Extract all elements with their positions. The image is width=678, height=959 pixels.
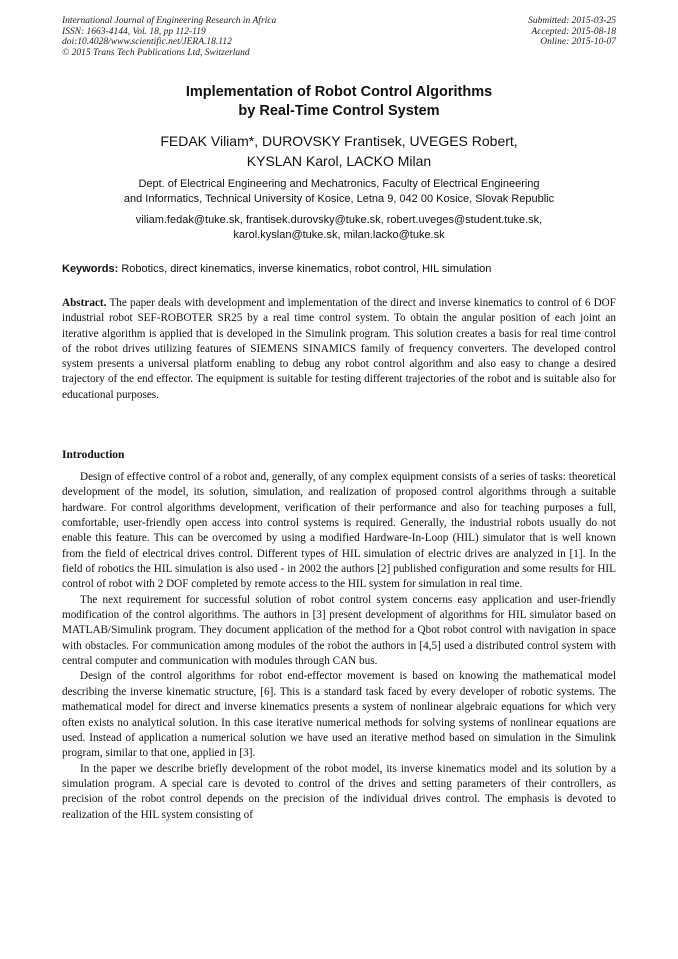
- journal-info: [62, 16, 276, 58]
- paper-title-line: by Real-Time Control System: [238, 103, 440, 119]
- affiliation-line: and Informatics, Technical University of Kosice, Letna 9, 042 00 Kosice, Slovak Republic: [123, 192, 555, 205]
- abstract-text: The paper deals with development and implementation of the direct and inverse kinematics to control of 6 DOF industrial robot SEF-ROBOTER SR25 by a real time control system. To obtain the angular position of each joint an iterative algorithm is applied that is developed in the Simulink program. This solution creates a basis for real time control of the robot drives utilizing features of SIEMENS SINAMICS family of frequency converters. The developed control system presents a universal platform enabling to debug any robot control algorithm and also easy to change a desired trajectory of the end effector. The equipment is suitable for testing different trajectories of the robot and is suitable also for educational purposes.: [62, 297, 616, 401]
- author-line: FEDAK Viliam*, DUROVSKY Frantisek, UVEGES Robert,: [160, 133, 518, 149]
- abstract: [62, 296, 616, 403]
- journal-copyright: © 2015 Trans Tech Publications Ltd, Switzerland: [62, 47, 250, 58]
- keywords: [62, 262, 616, 276]
- paragraph: Design of effective control of a robot and, generally, of any complex equipment consists of a series of tasks: theoretical development of the model, its solution, simulation, and realization of proposed control algorithms through a suitable hardware. For control algorithms development, verification of their performance and also for teaching purposes a full, comfortable, user-friendly open access into control systems is required. Generally, the industrial robots usually do not enable this feature. This can be overcomed by using a modified Hardware-In-Loop (HIL) simulator that is well known from the field of electrical drives control. Different types of HIL simulation of electric drives are analyzed in [1]. In the field of robotics the HIL simulation is also used - in 2002 the authors [2] published configuration and some results for HIL control of robot with 2 DOF completed by remote access to the HIL system for simulation in real time.: [62, 471, 616, 591]
- journal-issn: ISSN: 1663-4144, Vol. 18, pp 112-119: [62, 26, 206, 37]
- section-heading-introduction: Introduction: [62, 449, 125, 461]
- publication-dates: [528, 16, 616, 48]
- keywords-text: Robotics, direct kinematics, inverse kinematics, robot control, HIL simulation: [121, 263, 492, 275]
- paper-title-line: Implementation of Robot Control Algorithms: [185, 84, 493, 100]
- paragraph: Design of the control algorithms for robot end-effector movement is based on knowing the mathematical model describing the inverse kinematic structure, [6]. This is a standard task faced by every developer of robotic systems. The mathematical model for direct and inverse kinematics presents a system of nonlinear algebraic equations for which very often exists no analytical solution. In this case iterative numerical methods for solving systems of nonlinear equations are used. Instead of application a numerical solution we have used an iterative method based on simulation in the Simulink program, similar to that one, applied in [3].: [62, 670, 616, 760]
- keywords-label: Keywords:: [62, 263, 119, 275]
- email-line[interactable]: karol.kyslan@tuke.sk, milan.lacko@tuke.sk: [233, 228, 445, 241]
- introduction-body: [62, 470, 616, 823]
- author-list: [62, 131, 616, 171]
- accepted-date: Accepted: 2015-08-18: [531, 26, 616, 37]
- submitted-date: Submitted: 2015-03-25: [528, 16, 616, 26]
- author-line: KYSLAN Karol, LACKO Milan: [246, 153, 432, 169]
- online-date: Online: 2015-10-07: [540, 37, 616, 47]
- journal-doi[interactable]: doi:10.4028/www.scientific.net/JERA.18.112: [62, 37, 232, 47]
- paragraph: The next requirement for successful solution of robot control system concerns easy application and user-friendly modification of the control algorithms. The authors in [3] present development of algorithms for HIL simulator based on MATLAB/Simulink program. They document application of the method for a Qbot robot control with navigation in space with obstacles. For communication among modules of the robot the authors in [4,5] used a distributed control system with central computer and communication with modules through CAN bus.: [62, 593, 616, 668]
- abstract-label: Abstract.: [62, 297, 107, 309]
- email-line[interactable]: viliam.fedak@tuke.sk, frantisek.durovsky@tuke.sk, robert.uveges@student.tuke.sk,: [135, 214, 543, 226]
- author-emails: [62, 213, 616, 242]
- paragraph: In the paper we describe briefly development of the robot model, its inverse kinematics model and its solution by a simulation program. A special care is devoted to control of the drives and setting parameters of their controllers, as precision of the robot control depends on the precision of the individual drives control. The emphasis is devoted to realization of the HIL system consisting of: [62, 762, 616, 821]
- journal-name: International Journal of Engineering Research in Africa: [62, 16, 277, 26]
- affiliation: [62, 177, 616, 206]
- paper-title: [62, 83, 616, 121]
- affiliation-line: Dept. of Electrical Engineering and Mechatronics, Faculty of Electrical Engineering: [138, 178, 540, 190]
